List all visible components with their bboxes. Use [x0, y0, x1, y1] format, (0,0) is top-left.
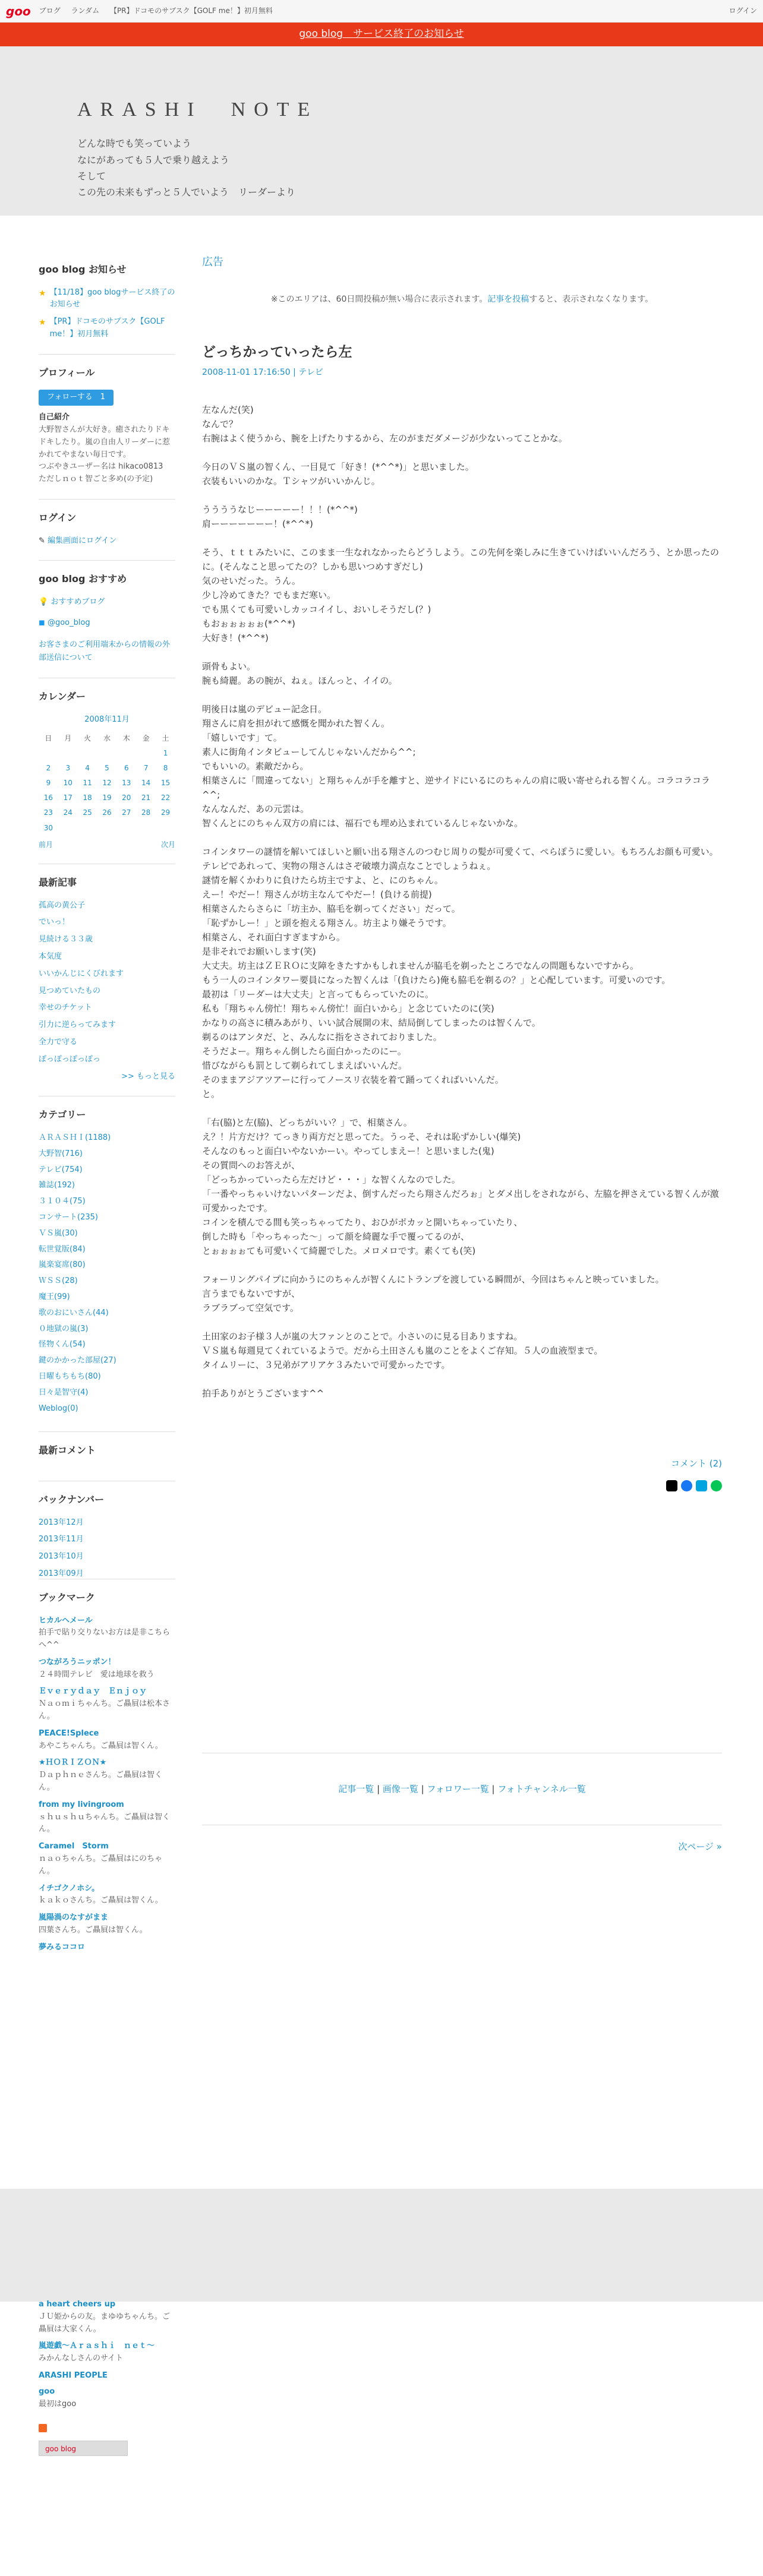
- bookmark-title: ブックマーク: [39, 1591, 95, 1603]
- goo-blog-badge[interactable]: goo blog: [39, 2441, 128, 2456]
- category-link[interactable]: ＡＲＡＳＨＩ(1188): [39, 1133, 111, 1142]
- calendar-day[interactable]: 4: [85, 763, 90, 772]
- entry-paragraph: ううううなじーーーーー！！！(*^^*) 肩ーーーーーーー！(*^^*): [202, 504, 358, 530]
- entry-paragraph: コインタワーの謎情を解いてほしいと願い出る翔さんのつむじ周りの髪が可愛くて、ぺらぽうに愛しい。もちろんお顔も可愛い。 テレビであれって、実物の翔さんはさぞ破壊力満点なことでしょうねぇ。 謎情を解くかわりに負けたら坊主ですよ、と、にのちゃん。 えー！やだー！翔さんが坊主なんてやだー！(負ける前提) 相葉さんたらさらに「坊主か、脇毛を剃ってください」だって。 「恥ずかしー！」と頭を抱える翔さん。坊主より嫌そうです。 相葉さん、それ面白すぎますから。 是非それでお願いします(笑) 大丈夫。坊主はＺＥＲＯに支障をきたすかもしれませんが脇毛を剃ったところでなんの問題もないですから。 もう一人のコインタワー要員になった智くんは「(負けたら)俺も脇毛を剃るの？」と心配しています。可愛いのです。 最初は「リーダーは大丈夫」と言ってもらっていたのに。 私も「翔ちゃん傍忙！翔ちゃん傍忙！面白いから」と念じていたのに(笑) かなりの高さに積みあがり、いい試合展開の末、結局倒してしまったのは智くんで。 剃るのはアンタだ、と、みんなに指をさされておりました。 そうだよー。翔ちゃん倒したら面白かったのにー。 惜びながらも罰として剃られてしまえばいいんだ。 そのままアジアツアーに行ってノースリ衣装を着て踊ってくればいいんだ。 と。: [202, 846, 718, 1100]
- follow-label: フォローする: [47, 393, 93, 402]
- calendar-day: [58, 746, 78, 761]
- comment-link[interactable]: コメント (2): [670, 1458, 722, 1469]
- blog-header: [0, 46, 763, 216]
- bookmark-description: 最初はgoo: [39, 2399, 77, 2409]
- image-list-link[interactable]: 画像一覧: [382, 1784, 418, 1795]
- pencil-icon: ✎: [39, 536, 48, 545]
- calendar-day[interactable]: 2: [46, 763, 51, 772]
- calendar-day[interactable]: 7: [143, 763, 149, 772]
- entry-paragraph: 頭骨もよい。 腕も綺麗。あの腕が、ねぇ。ほんっと、イイの。: [202, 661, 398, 687]
- entry-title[interactable]: どっちかっていったら左: [202, 344, 352, 361]
- backnumber-link[interactable]: 2013年11月: [39, 1535, 84, 1544]
- backnumber-section: [39, 1481, 175, 1579]
- calendar-day[interactable]: 27: [122, 808, 131, 817]
- recent-title: 最新記事: [39, 877, 77, 889]
- backnumber-title: バックナンバー: [39, 1493, 105, 1505]
- login-section: [39, 500, 175, 561]
- entry-paragraph: 「右(脇)と左(脇)、どっちがいい？」で、相葉さん。 え？！片方だけ？てっきり両方だと思ってた。うっそ、それは恥ずかしい(爆笑) そんなのもっと面白いやないかーい。やってしまえー！と思いました(鬼) その質問へのお答えが、 「どっちかっていったら左だけど・・・」な智くんなのでした。 「一番やっちゃいけないパターンだよ、倒すんだったら翔さんだろぉ」とダメ出しをされながら、左脇を押さえている智くんが激可愛かったです。 コインを積んでる間も笑っちゃってたり、おひがポカッと開いちゃっていたり、 倒した時も「やっちゃった～」って顔を綺麗な手で覆ってるのが、 とぉぉぉぉても可愛いくて綺麗でした。メロメロです。素くても(笑): [202, 1117, 719, 1257]
- bookmark-link[interactable]: ヒカルヘメール: [39, 1616, 93, 1625]
- category-link[interactable]: コンサート(235): [39, 1212, 98, 1222]
- calendar-day[interactable]: 15: [160, 779, 171, 788]
- calendar-month[interactable]: 2008年11月: [84, 715, 130, 724]
- ad-notice-pre: ※このエリアは、60日間投稿が無い場合に表示されます。: [270, 294, 488, 304]
- category-link[interactable]: 転世覚版(84): [39, 1244, 86, 1254]
- bookmark-link[interactable]: Ｅｖｅｒｙｄａｙ Ｅｎｊｏｙ: [39, 1687, 147, 1696]
- bookmark-link[interactable]: 夢みるココロ: [39, 1942, 86, 1952]
- article-list-link[interactable]: 記事一覧: [338, 1784, 374, 1795]
- recent-article-link[interactable]: 全力で守る: [39, 1037, 78, 1047]
- line-share-icon[interactable]: [711, 1480, 722, 1491]
- nav-blog-link[interactable]: ブログ: [39, 6, 61, 15]
- calendar-day[interactable]: 22: [160, 794, 171, 802]
- data-transmission-link[interactable]: お客さまのご利用端末からの情報の外部送信について: [39, 640, 171, 663]
- calendar-day[interactable]: 6: [124, 763, 129, 772]
- calendar-day: [136, 821, 156, 836]
- x-share-icon[interactable]: [666, 1480, 677, 1491]
- calendar-day: [116, 821, 136, 836]
- category-link[interactable]: 魔王(99): [39, 1292, 70, 1301]
- recent-article-link[interactable]: ぽっぽっぽっぽっ: [39, 1054, 101, 1064]
- comments-section: [39, 1432, 175, 1481]
- calendar-day[interactable]: 8: [163, 763, 168, 772]
- recent-article-link[interactable]: 幸せのチケット: [39, 1003, 92, 1013]
- category-link[interactable]: 日曜もちもち(80): [39, 1371, 101, 1381]
- calendar-day[interactable]: 3: [65, 763, 71, 772]
- bookmark-description: Ｄａｐｈｎｅさんち。ご贔屓は智くん。: [39, 1771, 163, 1793]
- calendar-day[interactable]: 17: [63, 794, 72, 802]
- intro-label: 自己紹介: [39, 413, 70, 422]
- recommend-blog-link[interactable]: おすすめブログ: [51, 597, 105, 606]
- bookmark-link[interactable]: ARASHI PEOPLE: [39, 2370, 108, 2380]
- news-title: goo blog お知らせ: [39, 264, 127, 275]
- comments-title: 最新コメント: [39, 1445, 96, 1456]
- calendar-day[interactable]: 16: [43, 794, 53, 802]
- twitter-icon: ◼: [39, 618, 48, 627]
- ad-notice: [202, 293, 722, 306]
- recent-article-link[interactable]: 本気度: [39, 952, 62, 961]
- entry-paragraph: 左なんだ(笑) なんで？ 右腕はよく使うから、腕を上げたりするから、左のがまだダメージが少ないってことかな。: [202, 404, 567, 444]
- recent-article-link[interactable]: でいっ！: [39, 918, 70, 927]
- bookmark-description: ｎａｏちゃんち。ご贔屓はにのちゃん。: [39, 1854, 163, 1876]
- admin-login-link[interactable]: 編集画面にログイン: [48, 536, 117, 545]
- calendar-day[interactable]: 30: [43, 823, 53, 832]
- calendar-day: [58, 821, 78, 836]
- recent-article-link[interactable]: 孤高の黄公子: [39, 900, 86, 910]
- post-article-link[interactable]: 記事を投稿: [487, 294, 529, 304]
- bookmark-description: ｓｈｕｓｈｕちゃんち。ご贔屓は智くん。: [39, 1812, 171, 1834]
- next-page-link[interactable]: 次ページ »: [678, 1841, 722, 1853]
- category-link[interactable]: 雑誌(192): [39, 1181, 75, 1190]
- calendar-day[interactable]: 29: [160, 808, 171, 817]
- entry-paragraph: 土田家のお子様３人が嵐の大ファンとのことで。小さいのに見る目ありますね。 ＶＳ嵐も毎週見てくれているようで。だから土田さんも嵐のことをよくご存知。５人の血液型まで。 タイムリーに、３兄弟がアリアケ３みたいで可愛かったです。: [202, 1331, 603, 1371]
- entry-body: [202, 403, 722, 1401]
- entry-paragraph: そう、ｔｔｔみたいに、このまま一生なれなかったらどうしよう。この先何を楽しみに生きていけばいいんだろう、とか思ったのに。(そんなこと思ってたの？しかも思いつめすぎだし) 気のせいだった。うん。 少し冷めてきた？でもまだ寒い。 でも黒くても可愛いしカッコイイし、おいしそうだし(？) もおぉぉぉぉぉ(*^^*) 大好き！(*^^*): [202, 547, 720, 644]
- facebook-share-icon[interactable]: [681, 1480, 692, 1491]
- login-link[interactable]: ログイン: [729, 6, 757, 15]
- calendar-day[interactable]: 25: [83, 808, 92, 817]
- news-item-1[interactable]: 【11/18】goo blogサービス終了のお知らせ: [49, 287, 175, 309]
- login-title: ログイン: [39, 511, 77, 523]
- service-end-notice[interactable]: goo blog サービス終了のお知らせ: [0, 23, 763, 46]
- bookmark-link[interactable]: from my livingroom: [39, 1800, 124, 1809]
- calendar-day[interactable]: 9: [46, 779, 51, 788]
- calendar-day[interactable]: 12: [102, 779, 112, 788]
- bookmark-link[interactable]: PEACE!Splece: [39, 1728, 99, 1738]
- recent-article-link[interactable]: 見つめていたもの: [39, 986, 101, 995]
- calendar-day[interactable]: 5: [105, 763, 109, 772]
- category-link[interactable]: テレビ(754): [39, 1165, 83, 1174]
- calendar-day[interactable]: 1: [163, 748, 168, 757]
- calendar-day: [97, 821, 117, 836]
- backnumber-link[interactable]: 2013年10月: [39, 1552, 84, 1562]
- calendar-day[interactable]: 23: [43, 808, 53, 817]
- intro-text: 大野智さんが大好き。癒されたりドキドキしたり。嵐の自由人リーダーに惹かれてやまない毎日です。 つぶやきユーザー名は hikaco0813 ただしｎｏｔ智ごと多め(の予定): [39, 425, 171, 484]
- lightbulb-icon: 💡: [39, 597, 51, 606]
- news-section: [39, 251, 175, 355]
- top-bar: [0, 0, 763, 23]
- star-icon: ★: [39, 288, 46, 298]
- calendar-day: [78, 746, 97, 761]
- calendar-day: [78, 821, 97, 836]
- calendar-weekday: 水: [103, 734, 111, 742]
- calendar-day[interactable]: 18: [83, 794, 92, 802]
- entry-category[interactable]: テレビ: [298, 367, 324, 377]
- recent-article-link[interactable]: 引力に逆らってみます: [39, 1020, 116, 1030]
- calendar-weekday: 木: [122, 734, 130, 742]
- blog-description: どんな時でも笑っていよう なにがあっても５人で乗り越えよう そして この先の未来もずっと５人でいよう リーダーより: [77, 138, 296, 198]
- calendar-day[interactable]: 10: [63, 779, 72, 788]
- calendar-weekday: 月: [64, 734, 72, 742]
- calendar-day[interactable]: 20: [122, 794, 131, 802]
- ad-notice-post: すると、表示されなくなります。: [529, 294, 654, 304]
- entry-paragraph: 拍手ありがとうございます^^: [202, 1388, 324, 1399]
- bookmark-description: ＪＵ姫からの友。まゆゆちゃんち。ご贔屓は大家くん。: [39, 2312, 171, 2334]
- bookmark-description: Ｎａｏｍｉちゃんち。ご贔屓は松本さん。: [39, 1699, 171, 1721]
- calendar-day[interactable]: 11: [83, 779, 92, 788]
- bookmark-link[interactable]: 嵐遊戯～Ａｒａｓｈｉ ｎｅｔ～: [39, 2341, 155, 2351]
- sidebar: [39, 216, 175, 1959]
- footer-navigation: 記事一覧 | 画像一覧 | フォロワー一覧 | フォトチャンネル一覧: [202, 1753, 722, 1825]
- category-link[interactable]: ０地獄の嵐(3): [39, 1324, 89, 1333]
- recent-section: [39, 864, 175, 1096]
- bookmark-description: みかんなしさんのサイト: [39, 2354, 124, 2363]
- entry-date[interactable]: 2008-11-01 17:16:50: [202, 367, 291, 377]
- bookmark-description: ｋａｋｏさんち。ご贔屓は智くん。: [39, 1896, 163, 1905]
- category-link[interactable]: ＷＳＳ(28): [39, 1276, 78, 1286]
- follower-list-link[interactable]: フォロワー一覧: [427, 1784, 489, 1795]
- calendar-weekday: 日: [45, 734, 52, 742]
- footer-band: [0, 2189, 763, 2302]
- rss-icon[interactable]: [39, 2424, 47, 2432]
- category-title: カテゴリー: [39, 1109, 86, 1121]
- calendar-day[interactable]: 21: [141, 794, 151, 802]
- nav-random-link[interactable]: ランダム: [71, 6, 100, 15]
- bookmark-link[interactable]: a heart cheers up: [39, 2300, 116, 2309]
- category-link[interactable]: 歌のおにいさん(44): [39, 1308, 109, 1317]
- bookmark-continued: [39, 2299, 175, 2456]
- bookmark-link[interactable]: ★ＨＯＲＩＺＯＮ★: [39, 1758, 107, 1768]
- backnumber-link[interactable]: 2013年09月: [39, 1569, 84, 1578]
- bookmark-description: 拍手で貼り交りないお方は是非こちらへ^^: [39, 1628, 171, 1650]
- nav-pr-link[interactable]: 【PR】ドコモのサブスク【GOLF me！】初月無料: [110, 6, 273, 15]
- category-link[interactable]: 怪物くん(54): [39, 1340, 86, 1349]
- calendar-day[interactable]: 28: [141, 808, 151, 817]
- calendar-next-link[interactable]: 次月: [160, 840, 175, 849]
- category-link[interactable]: ＶＳ嵐(30): [39, 1228, 78, 1238]
- star-icon: ★: [39, 318, 46, 328]
- category-section: [39, 1096, 175, 1432]
- goo-logo[interactable]: goo: [6, 4, 31, 18]
- bookmark-link[interactable]: Caramel Storm: [39, 1842, 109, 1851]
- profile-title: プロフィール: [39, 366, 95, 378]
- entry-paragraph: 明後日は嵐のデビュー記念日。 翔さんに肩を担がれて感慨を聞かれた智くん。 「嬉しいです」て。 素人に街角インタビューしてんじゃないんだから^^; でもいいの。素敵だから。 相葉さんに「間違ってない」と翔ちゃんが手を離すと、逆サイドにいるにのちゃんの肩に吸い寄せられる智くん。コラコラコラ^^; なんなんだ、あの元雲は。 智くんとにのちゃん双方の肩には、福石でも埋め込まれているんじゃないかな。: [202, 704, 710, 829]
- recommend-section: [39, 561, 175, 678]
- bookmark-description: 四葉さんち。ご贔屓は智くん。: [39, 1926, 147, 1935]
- bookmark-link[interactable]: イチゴクノホシ。: [39, 1883, 100, 1893]
- recommend-title: goo blog おすすめ: [39, 573, 127, 585]
- calendar-day[interactable]: 24: [63, 808, 72, 817]
- bookmark-link[interactable]: 嵐陽渦のなすがまま: [39, 1913, 109, 1923]
- bookmark-section: [39, 1579, 175, 1959]
- entry-paragraph: フォーリングパイプに向かうにのちゃんが智くんにトランプを渡している瞬間が、今回はちゃんと映っていました。 言うまでもないですが、 ラブラブって空気です。: [202, 1274, 664, 1314]
- calendar-day: [39, 746, 58, 761]
- photo-channel-list-link[interactable]: フォトチャンネル一覧: [497, 1784, 586, 1795]
- ad-title: 広告: [202, 256, 223, 268]
- recent-article-link[interactable]: 見続ける３３歳: [39, 935, 93, 944]
- entry-paragraph: 今日のＶＳ嵐の智くん、一目見て「好き！(*^^*)」と思いました。 衣装もいいのかな。Ｔシャツがいいかんじ。: [202, 462, 474, 487]
- bookmark-link[interactable]: goo: [39, 2387, 55, 2396]
- calendar-weekday: 金: [142, 734, 150, 742]
- profile-section: [39, 355, 175, 500]
- backnumber-link[interactable]: 2013年12月: [39, 1518, 84, 1527]
- category-link[interactable]: 大野智(716): [39, 1149, 83, 1158]
- blog-title[interactable]: ARASHI NOTE: [77, 99, 319, 121]
- recent-article-link[interactable]: いいかんじにくびれます: [39, 969, 124, 978]
- calendar-title: カレンダー: [39, 691, 86, 703]
- calendar-weekday: 土: [162, 734, 169, 742]
- bookmark-description: あやこちゃんち。ご贔屓は智くん。: [39, 1741, 163, 1750]
- category-link[interactable]: ３１０４(75): [39, 1197, 86, 1206]
- follower-count: 1: [100, 393, 105, 402]
- calendar-day: [97, 746, 117, 761]
- category-link[interactable]: 嵐楽宴席(80): [39, 1260, 86, 1270]
- calendar-day: [136, 746, 156, 761]
- calendar-section: [39, 678, 175, 864]
- hatena-share-icon[interactable]: [696, 1480, 707, 1491]
- calendar-weekday: 火: [84, 734, 92, 742]
- category-link[interactable]: 日々是智守(4): [39, 1387, 89, 1397]
- follow-button[interactable]: [39, 390, 113, 406]
- category-link[interactable]: 鍵のかかった部屋(27): [39, 1356, 116, 1366]
- goo-blog-twitter-link[interactable]: @goo_blog: [47, 618, 90, 627]
- calendar-day: [156, 821, 175, 836]
- share-buttons: [202, 1480, 722, 1491]
- calendar-day[interactable]: 19: [102, 794, 112, 802]
- bookmark-link[interactable]: つながろうニッポン！: [39, 1657, 116, 1667]
- more-link[interactable]: >> もっと見る: [121, 1072, 175, 1081]
- entry-meta: 2008-11-01 17:16:50 | テレビ: [202, 367, 324, 377]
- calendar-day: [116, 746, 136, 761]
- category-link[interactable]: Weblog(0): [39, 1404, 78, 1413]
- calendar-day[interactable]: 13: [122, 779, 131, 788]
- bookmark-description: ２４時間テレビ 愛は地球を救う: [39, 1670, 155, 1679]
- calendar-day[interactable]: 14: [141, 779, 151, 788]
- calendar-table: [39, 714, 175, 836]
- news-item-2[interactable]: 【PR】ドコモのサブスク【GOLF me！】初月無料: [49, 317, 165, 339]
- calendar-prev-link[interactable]: 前月: [39, 840, 53, 849]
- calendar-day[interactable]: 26: [102, 808, 112, 817]
- main-content: [202, 216, 722, 1959]
